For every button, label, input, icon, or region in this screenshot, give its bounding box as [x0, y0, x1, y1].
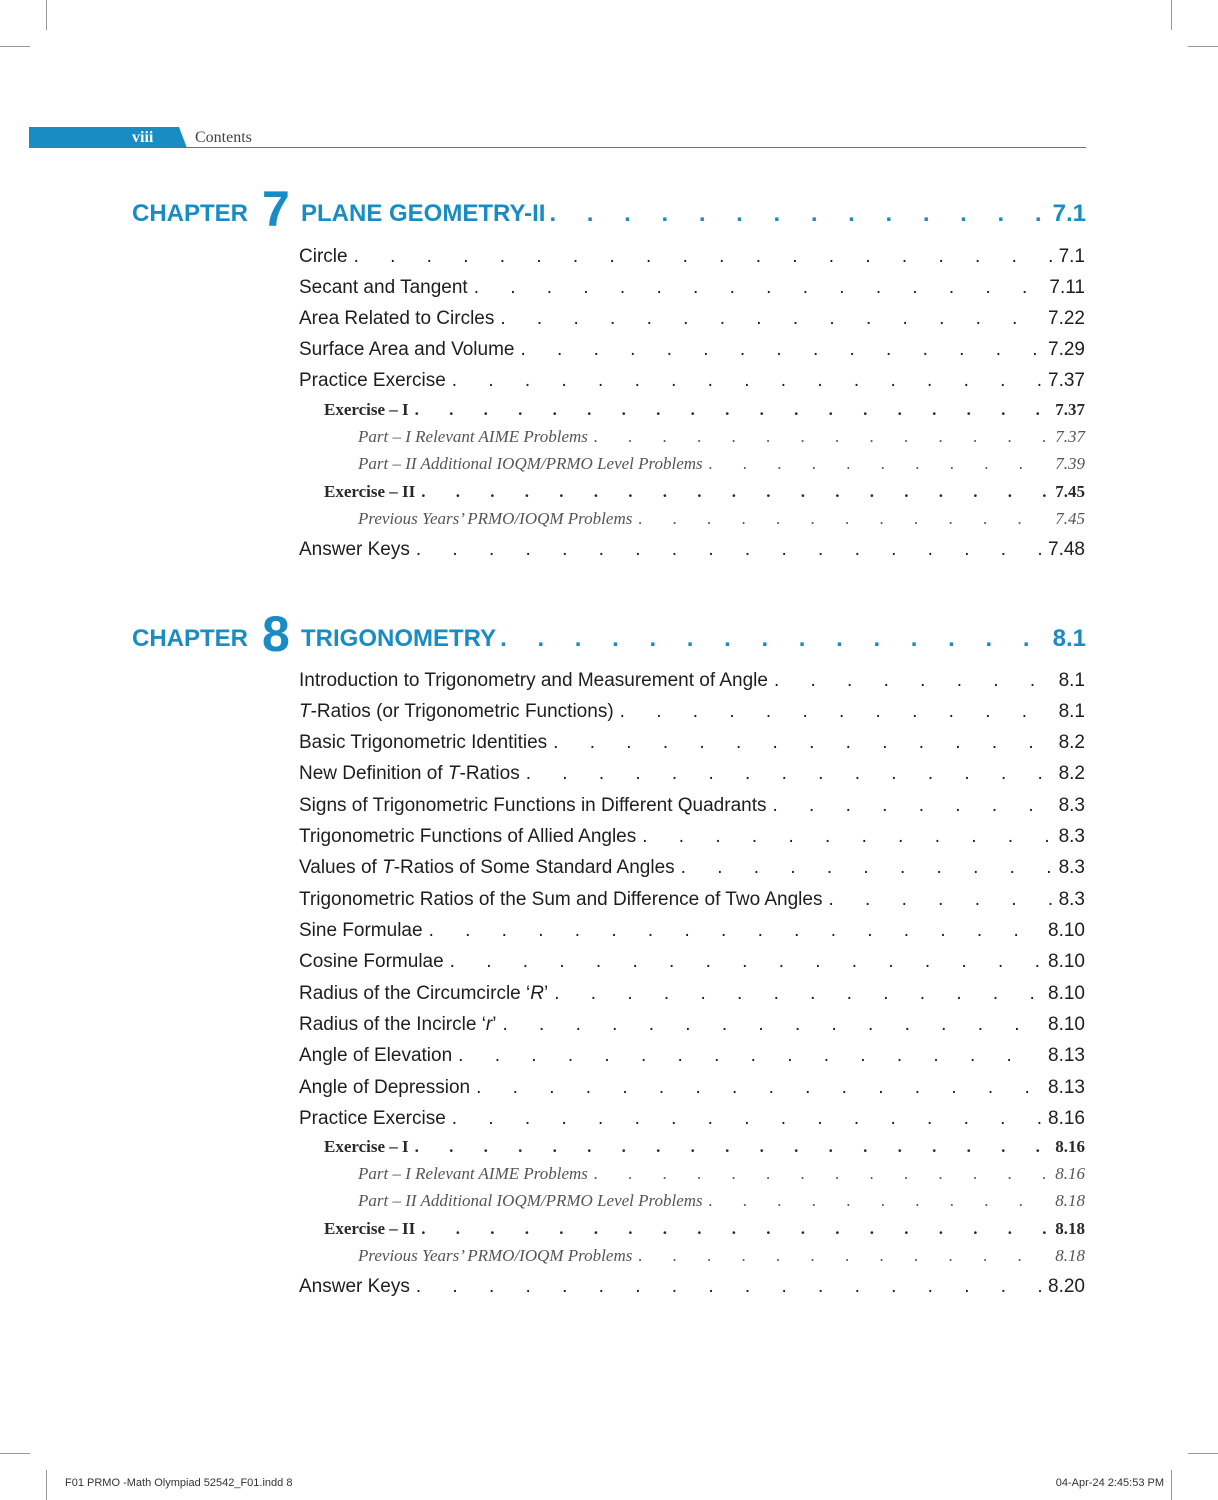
dot-leader: [681, 857, 1053, 879]
toc-subentry[interactable]: [324, 1219, 1085, 1239]
crop-mark: [0, 46, 30, 47]
entry-page: 7.39: [1055, 454, 1085, 473]
dot-leader: [476, 1077, 1042, 1099]
entry-page: 8.18: [1055, 1246, 1085, 1265]
entry-page: 7.45: [1055, 509, 1085, 528]
entry-page: 8.18: [1055, 1191, 1085, 1210]
toc-part-entry[interactable]: [358, 427, 1085, 447]
italic-symbol: T: [382, 857, 394, 878]
dot-leader: [526, 763, 1053, 785]
entry-title: Exercise – II: [324, 482, 416, 501]
dot-leader: [429, 920, 1042, 942]
dot-leader: [500, 308, 1042, 330]
toc-subentry[interactable]: [324, 482, 1085, 502]
entry-title: Trigonometric Ratios of the Sum and Difference of Two Angles: [299, 889, 823, 910]
entry-prefix: Radius of the Incircle ‘: [299, 1014, 486, 1035]
entry-page: 8.2: [1058, 763, 1085, 784]
entry-title: [299, 857, 675, 879]
entry-page: 8.10: [1048, 920, 1085, 941]
entry-page: 7.45: [1055, 482, 1085, 501]
toc-entry[interactable]: [299, 763, 1085, 785]
italic-symbol: T: [299, 701, 311, 722]
entry-page: 7.37: [1048, 370, 1085, 391]
entry-title: Answer Keys: [299, 1276, 410, 1297]
dot-leader: [415, 400, 1050, 420]
entry-page: 7.29: [1048, 339, 1085, 360]
dot-leader: [773, 795, 1053, 817]
crop-mark: [1188, 46, 1218, 47]
dot-leader: [452, 1108, 1042, 1130]
entry-title: [299, 701, 614, 723]
chapter-label: CHAPTER: [132, 625, 249, 652]
toc-entry[interactable]: [299, 826, 1085, 848]
dot-leader: [421, 1219, 1049, 1239]
dot-leader: [638, 509, 1049, 529]
entry-title: Sine Formulae: [299, 920, 423, 941]
entry-title-text: ’: [543, 983, 549, 1004]
entry-title: Previous Years’ PRMO/IOQM Problems: [358, 1246, 633, 1265]
entry-title-text: -Ratios of Some Standard Angles: [393, 857, 675, 878]
entry-title: [299, 1014, 496, 1036]
dot-leader: [458, 1045, 1042, 1067]
dot-leader: [642, 826, 1052, 848]
chapter-number: 7: [262, 181, 290, 237]
entry-title: Exercise – I: [324, 1137, 409, 1156]
toc-entry[interactable]: [299, 308, 1085, 330]
entry-page: 8.3: [1058, 857, 1085, 878]
crop-mark: [46, 1470, 47, 1500]
dot-leader: [828, 889, 1052, 911]
entry-title: Part – II Additional IOQM/PRMO Level Problems: [358, 454, 703, 473]
toc-entry[interactable]: [299, 539, 1085, 561]
entry-title: Angle of Elevation: [299, 1045, 453, 1066]
entry-title: Exercise – I: [324, 400, 409, 419]
entry-page: 7.48: [1048, 539, 1085, 560]
header-rule: [179, 147, 1086, 148]
entry-page: 7.37: [1055, 427, 1085, 446]
entry-title: Circle: [299, 246, 348, 267]
entry-prefix: Values of: [299, 857, 383, 878]
chapter-label: CHAPTER: [132, 200, 249, 227]
entry-page: 8.1: [1058, 701, 1085, 722]
toc-entry[interactable]: [299, 277, 1085, 299]
italic-symbol: T: [447, 763, 460, 784]
italic-symbol: R: [530, 983, 544, 1004]
dot-leader: [594, 427, 1049, 447]
entry-page: 8.16: [1055, 1164, 1085, 1183]
entry-title: Previous Years’ PRMO/IOQM Problems: [358, 509, 633, 528]
entry-prefix: Radius of the Circumcircle ‘: [299, 983, 531, 1004]
entry-title: Part – I Relevant AIME Problems: [358, 1164, 588, 1183]
crop-mark: [1171, 1470, 1172, 1500]
italic-symbol: r: [485, 1014, 493, 1035]
dot-leader: [553, 732, 1052, 754]
dot-leader: [421, 482, 1049, 502]
entry-page: 8.13: [1048, 1077, 1085, 1098]
entry-page: 7.37: [1055, 400, 1085, 419]
toc-entry[interactable]: [299, 1014, 1085, 1036]
chapter-heading[interactable]: [132, 181, 1086, 237]
chapter-heading[interactable]: [132, 606, 1086, 662]
toc-part-entry[interactable]: [358, 1191, 1085, 1211]
dot-leader: [500, 625, 1049, 653]
slug-date: 04-Apr-24 2:45:53 PM: [1055, 1477, 1164, 1489]
entry-page: 8.18: [1055, 1219, 1085, 1238]
toc-part-entry[interactable]: [358, 509, 1085, 529]
entry-page: 8.3: [1058, 826, 1085, 847]
toc-entry[interactable]: [299, 701, 1085, 723]
crop-mark: [1188, 1453, 1218, 1454]
entry-title-text: ’: [492, 1014, 497, 1035]
dot-leader: [774, 670, 1053, 692]
dot-leader: [520, 339, 1042, 361]
entry-title-text: -Ratios: [459, 763, 520, 784]
dot-leader: [638, 1246, 1049, 1266]
entry-prefix: New Definition of: [299, 763, 448, 784]
entry-title: Area Related to Circles: [299, 308, 495, 329]
dot-leader: [554, 983, 1042, 1005]
entry-page: 8.3: [1058, 795, 1085, 816]
toc-entry[interactable]: [299, 1045, 1085, 1067]
dot-leader: [620, 701, 1053, 723]
toc-entry[interactable]: [299, 1108, 1085, 1130]
entry-page: 8.16: [1055, 1137, 1085, 1156]
entry-page: 8.2: [1058, 732, 1085, 753]
dot-leader: [450, 951, 1042, 973]
entry-title: [299, 763, 520, 785]
entry-page: 7.1: [1058, 246, 1085, 267]
crop-mark: [46, 0, 47, 30]
dot-leader: [416, 1276, 1042, 1298]
entry-title: Surface Area and Volume: [299, 339, 515, 360]
dot-leader: [594, 1164, 1049, 1184]
dot-leader: [502, 1014, 1042, 1036]
entry-title: Cosine Formulae: [299, 951, 444, 972]
toc-subentry[interactable]: [324, 1137, 1085, 1157]
crop-mark: [0, 1453, 30, 1454]
dot-leader: [416, 539, 1042, 561]
entry-page: 8.1: [1058, 670, 1085, 691]
entry-title: Introduction to Trigonometry and Measurement of Angle: [299, 670, 768, 691]
entry-page: 8.10: [1048, 1014, 1085, 1035]
entry-page: 8.20: [1048, 1276, 1085, 1297]
entry-title: [299, 983, 548, 1005]
entry-title: Exercise – II: [324, 1219, 416, 1238]
entry-page: 8.13: [1048, 1045, 1085, 1066]
chapter-page: 7.1: [1052, 200, 1086, 227]
entry-page: 7.11: [1049, 277, 1085, 298]
entry-page: 7.22: [1048, 308, 1085, 329]
entry-title: Secant and Tangent: [299, 277, 468, 298]
dot-leader: [709, 454, 1050, 474]
toc-subentry[interactable]: [324, 400, 1085, 420]
toc-entry[interactable]: [299, 1276, 1085, 1298]
entry-title: Answer Keys: [299, 539, 410, 560]
toc-entry[interactable]: [299, 983, 1085, 1005]
entry-title-text: -Ratios (or Trigonometric Functions): [310, 701, 614, 722]
toc-entry[interactable]: [299, 732, 1085, 754]
toc-entry[interactable]: [299, 370, 1085, 392]
toc-entry[interactable]: [299, 857, 1085, 879]
toc-entry[interactable]: [299, 951, 1085, 973]
running-header: [29, 127, 1086, 149]
toc-part-entry[interactable]: [358, 454, 1085, 474]
toc-entry[interactable]: [299, 246, 1085, 268]
page-number: viii: [132, 129, 154, 146]
entry-page: 8.16: [1048, 1108, 1085, 1129]
dot-leader: [709, 1191, 1050, 1211]
chapter-number: 8: [262, 606, 290, 662]
entry-title: Trigonometric Functions of Allied Angles: [299, 826, 637, 847]
dot-leader: [452, 370, 1042, 392]
chapter-page: 8.1: [1052, 625, 1086, 652]
dot-leader: [549, 200, 1048, 228]
crop-mark: [1171, 0, 1172, 30]
entry-title: Part – II Additional IOQM/PRMO Level Problems: [358, 1191, 703, 1210]
dot-leader: [474, 277, 1044, 299]
toc-entry[interactable]: [299, 1077, 1085, 1099]
slug-filename: F01 PRMO -Math Olympiad 52542_F01.indd 8: [65, 1477, 293, 1489]
entry-page: 8.10: [1048, 951, 1085, 972]
entry-title: Basic Trigonometric Identities: [299, 732, 548, 753]
entry-title: Practice Exercise: [299, 370, 446, 391]
toc-entry[interactable]: [299, 889, 1085, 911]
toc-entry[interactable]: [299, 795, 1085, 817]
toc-entry[interactable]: [299, 339, 1085, 361]
toc-entry[interactable]: [299, 670, 1085, 692]
entry-title: Part – I Relevant AIME Problems: [358, 427, 588, 446]
entry-title: Practice Exercise: [299, 1108, 446, 1129]
toc-entry[interactable]: [299, 920, 1085, 942]
entry-title: Signs of Trigonometric Functions in Different Quadrants: [299, 795, 767, 816]
dot-leader: [354, 246, 1053, 268]
header-title: Contents: [195, 129, 252, 146]
toc-part-entry[interactable]: [358, 1246, 1085, 1266]
chapter-title: TRIGONOMETRY: [301, 625, 497, 652]
entry-title: Angle of Depression: [299, 1077, 471, 1098]
dot-leader: [415, 1137, 1050, 1157]
chapter-title: PLANE GEOMETRY-II: [301, 200, 546, 227]
entry-page: 8.3: [1058, 889, 1085, 910]
entry-page: 8.10: [1048, 983, 1085, 1004]
toc-part-entry[interactable]: [358, 1164, 1085, 1184]
